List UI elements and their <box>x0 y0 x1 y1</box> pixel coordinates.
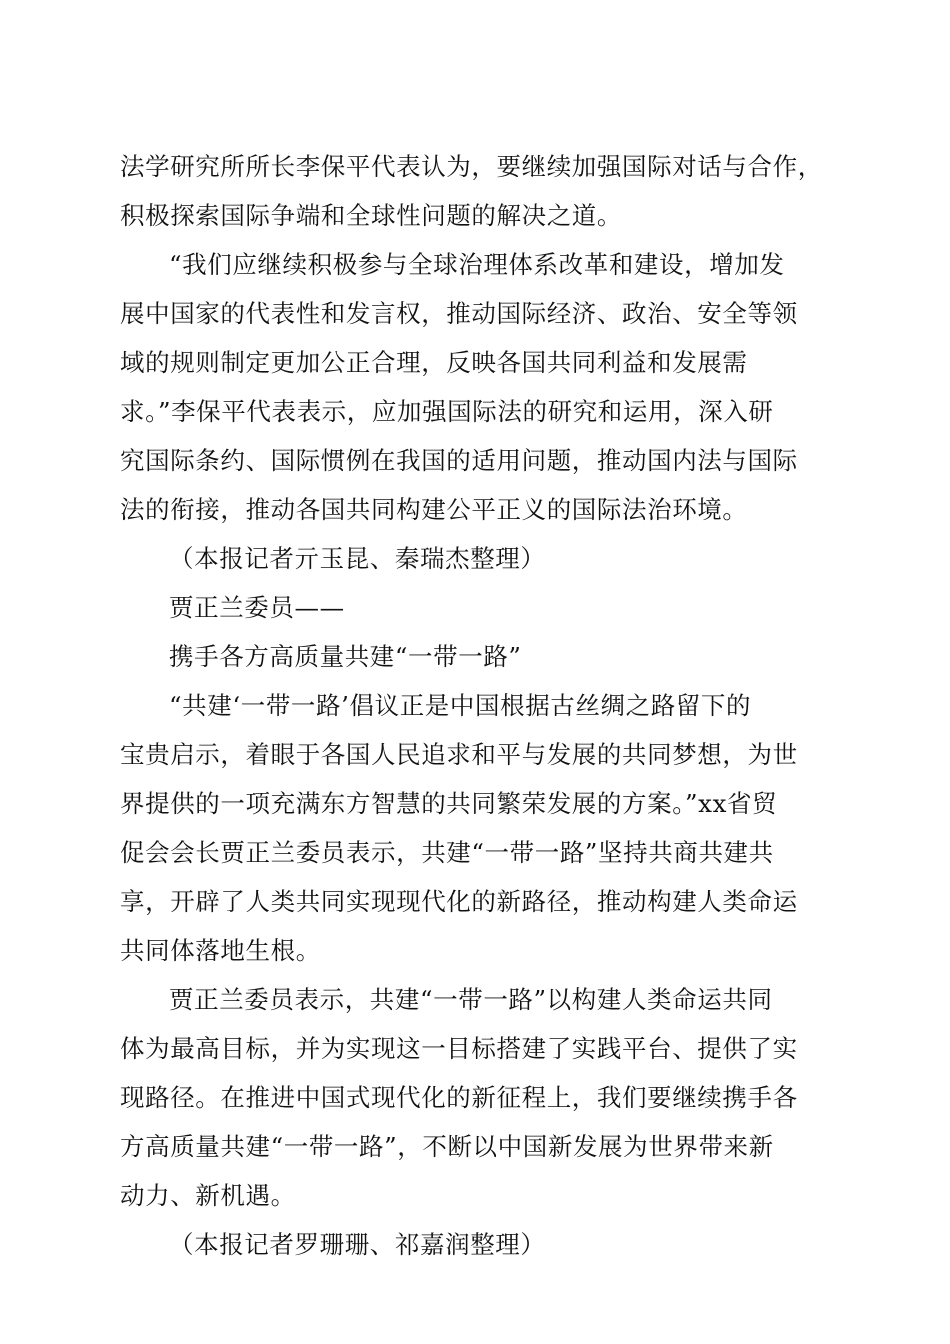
text-line: 积极探索国际争端和全球性问题的解决之道。 <box>120 201 622 230</box>
text-line: 促会会长贾正兰委员表示，共建“一带一路”坚持共商共建共 <box>120 838 774 867</box>
text-line: “我们应继续积极参与全球治理体系改革和建设，增加发 <box>169 250 785 279</box>
text-line: 宝贵启示，着眼于各国人民追求和平与发展的共同梦想，为世 <box>120 740 798 769</box>
text-line: 法的衔接，推动各国共同构建公平正义的国际法治环境。 <box>120 495 748 524</box>
text-line: 展中国家的代表性和发言权，推动国际经济、政治、安全等领 <box>120 299 798 328</box>
text-line: （本报记者罗珊珊、祁嘉润整理） <box>169 1230 546 1259</box>
text-line: 贾正兰委员—— <box>169 593 345 622</box>
speaker-heading <box>120 583 832 632</box>
text-line: 体为最高目标，并为实现这一目标搭建了实践平台、提供了实 <box>120 1034 798 1063</box>
document-body <box>120 142 832 1269</box>
section-subtitle <box>120 632 832 681</box>
text-line: 享，开辟了人类共同实现现代化的新路径，推动构建人类命运 <box>120 887 798 916</box>
text-line: 求。”李保平代表表示，应加强国际法的研究和运用，深入研 <box>120 397 774 426</box>
text-line: 现路径。在推进中国式现代化的新征程上，我们要继续携手各 <box>120 1083 798 1112</box>
text-line: 携手各方高质量共建“一带一路” <box>169 642 522 671</box>
paragraph <box>120 142 832 240</box>
text-line: 共同体落地生根。 <box>120 936 321 965</box>
reporter-credit <box>120 534 832 583</box>
text-line: 法学研究所所长李保平代表认为，要继续加强国际对话与合作， <box>120 152 823 181</box>
paragraph <box>120 975 832 1220</box>
text-line: 域的规则制定更加公正合理，反映各国共同利益和发展需 <box>120 348 748 377</box>
text-line: （本报记者亓玉昆、秦瑞杰整理） <box>169 544 546 573</box>
text-line: 究国际条约、国际惯例在我国的适用问题，推动国内法与国际 <box>120 446 798 475</box>
text-line: 界提供的一项充满东方智慧的共同繁荣发展的方案。”xx省贸 <box>120 789 778 818</box>
text-line: 贾正兰委员表示，共建“一带一路”以构建人类命运共同 <box>169 985 773 1014</box>
text-line: “共建‘一带一路’倡议正是中国根据古丝绸之路留下的 <box>169 691 752 720</box>
text-line: 动力、新机遇。 <box>120 1181 296 1210</box>
paragraph <box>120 681 832 975</box>
text-line: 方高质量共建“一带一路”，不断以中国新发展为世界带来新 <box>120 1132 774 1161</box>
reporter-credit <box>120 1220 832 1269</box>
paragraph <box>120 240 832 534</box>
